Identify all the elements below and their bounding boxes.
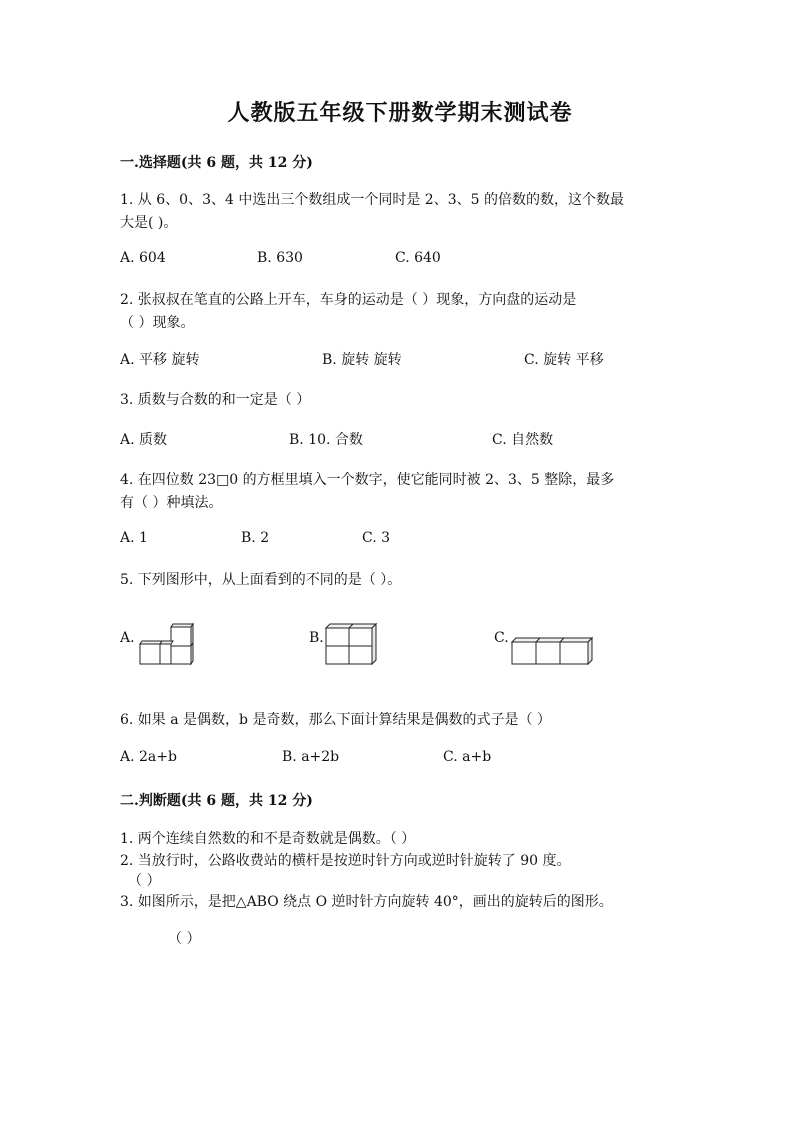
judge-line-1: 1. 两个连续自然数的和不是奇数就是偶数。（ ） — [120, 831, 416, 847]
q6-option-c: C. a+b — [443, 749, 492, 765]
q2-option-a: A. 平移 旋转 — [120, 352, 200, 368]
q5-option-a: A. — [120, 630, 135, 646]
q3-option-c: C. 自然数 — [492, 432, 554, 448]
q1-line-2: 大是( )。 — [120, 215, 178, 231]
q6-option-a: A. 2a+b — [120, 749, 177, 765]
q3-line-1: 3. 质数与合数的和一定是（ ） — [120, 392, 311, 408]
q2-option-b: B. 旋转 旋转 — [322, 352, 402, 368]
judge-line-2: 2. 当放行时，公路收费站的横杆是按逆时针方向或逆时针旋转了 90 度。 — [120, 853, 571, 869]
section-2-heading: 二.判断题(共 6 题，共 12 分) — [120, 793, 313, 809]
q4-option-c: C. 3 — [362, 530, 391, 546]
q6-line-1: 6. 如果 a 是偶数，b 是奇数，那么下面计算结果是偶数的式子是（ ） — [120, 712, 551, 728]
q5-line-1: 5. 下列图形中，从上面看到的不同的是（ ）。 — [120, 572, 402, 588]
q2-line-1: 2. 张叔叔在笔直的公路上开车，车身的运动是（ ）现象，方向盘的运动是 — [120, 292, 577, 308]
q1-option-b: B. 630 — [257, 250, 303, 266]
q2-option-c: C. 旋转 平移 — [524, 352, 604, 368]
judge-line-4: 3. 如图所示，是把△ABO 绕点 O 逆时针方向旋转 40°，画出的旋转后的图形。 — [120, 894, 613, 910]
q4-option-b: B. 2 — [241, 530, 270, 546]
q5-figure-c-cubes — [510, 636, 594, 666]
q1-option-c: C. 640 — [395, 250, 441, 266]
q5-option-c: C. — [494, 630, 509, 646]
judge-answer-blank: （ ） — [168, 931, 201, 947]
section-1-heading: 一.选择题(共 6 题，共 12 分) — [120, 155, 313, 171]
q5-figure-a-cubes — [136, 622, 198, 666]
page-title: 人教版五年级下册数学期末测试卷 — [227, 100, 573, 126]
judge-line-3: （ ） — [128, 873, 161, 889]
q1-line-1: 1. 从 6、0、3、4 中选出三个数组成一个同时是 2、3、5 的倍数的数，这个数最 — [120, 192, 624, 208]
q4-line-1: 4. 在四位数 23□0 的方框里填入一个数字，使它能同时被 2、3、5 整除，最多 — [120, 472, 615, 488]
q4-option-a: A. 1 — [120, 530, 148, 546]
q3-option-a: A. 质数 — [120, 432, 168, 448]
q5-option-b: B. — [309, 630, 324, 646]
q2-line-2: （ ）现象。 — [120, 315, 195, 331]
q6-option-b: B. a+2b — [282, 749, 340, 765]
q4-line-2: 有（ ）种填法。 — [120, 495, 223, 511]
q1-option-a: A. 604 — [120, 250, 166, 266]
q5-figure-b-cubes — [324, 622, 380, 666]
q3-option-b: B. 10. 合数 — [289, 432, 363, 448]
